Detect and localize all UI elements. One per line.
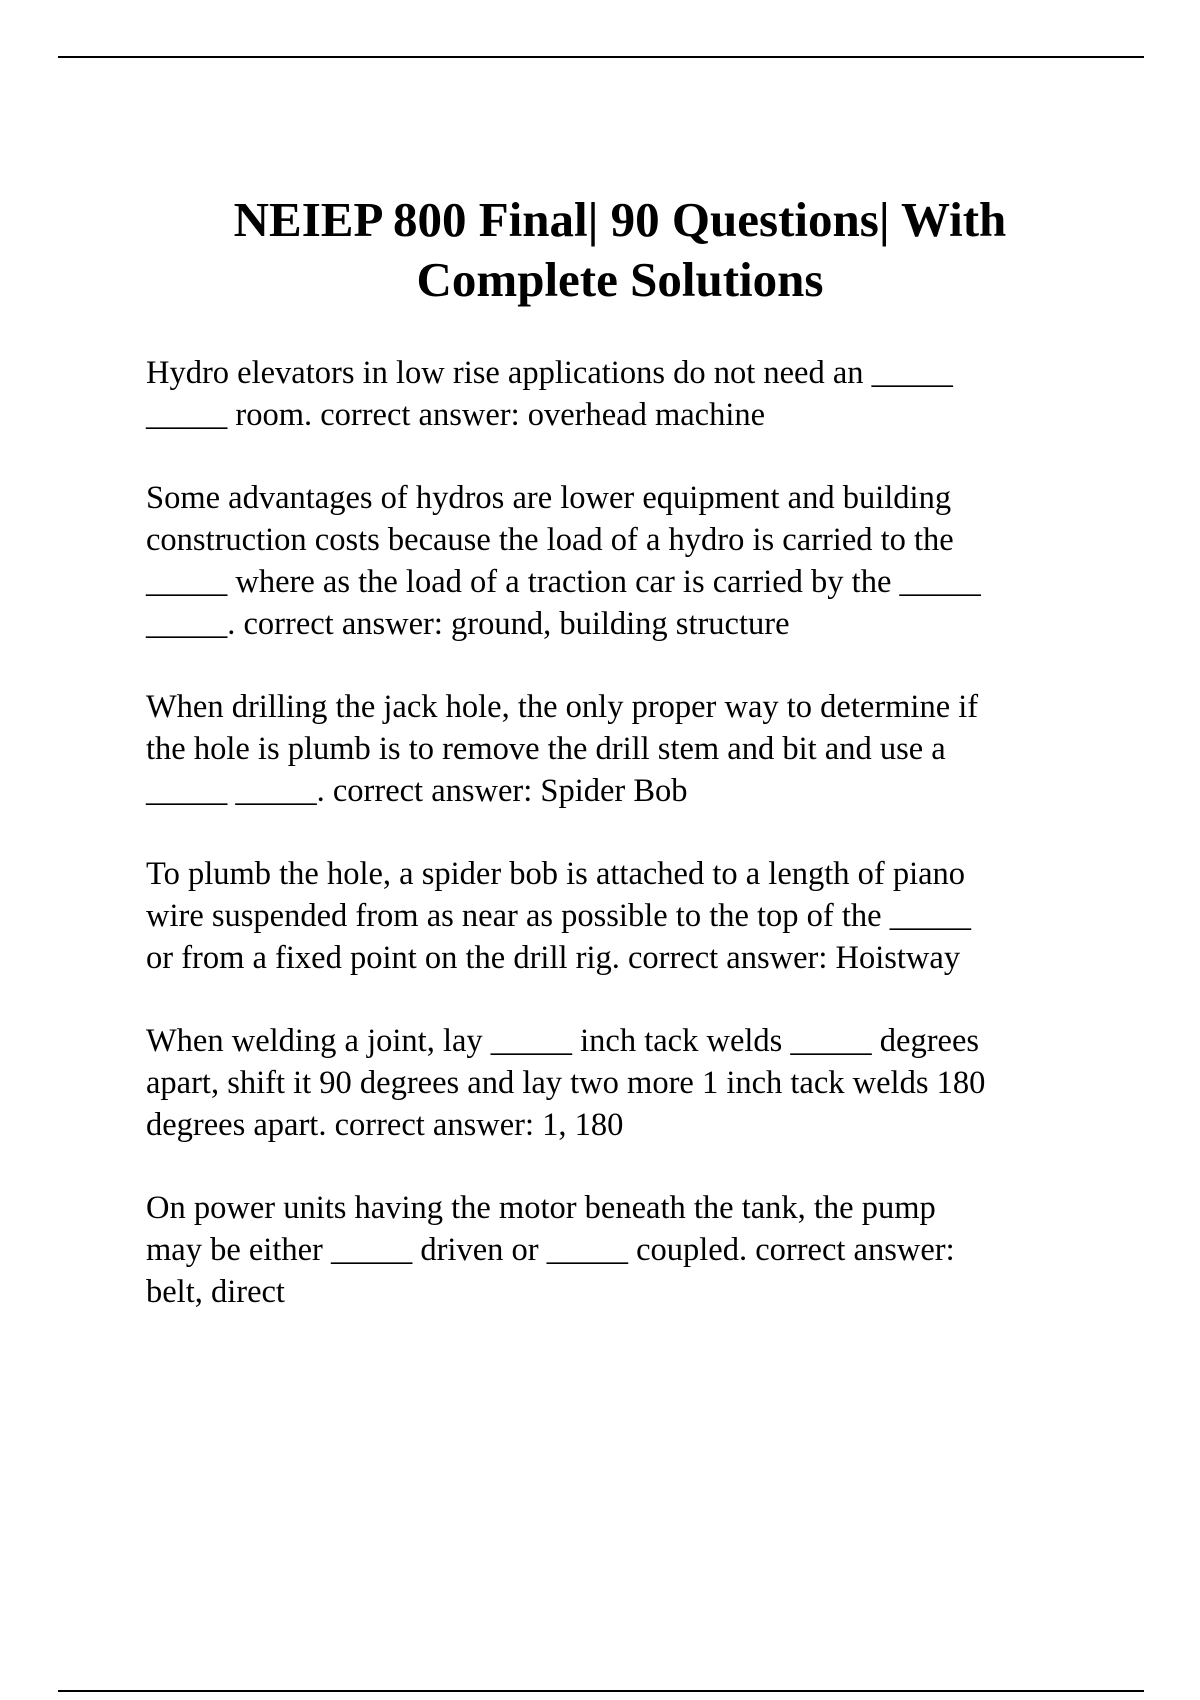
bottom-divider [58, 1690, 1144, 1692]
question-line: _____ where as the load of a traction car is carried by the _____ [146, 564, 981, 600]
question-line: Some advantages of hydros are lower equipment and building [146, 480, 952, 516]
question-line: apart, shift it 90 degrees and lay two more 1 inch tack welds 180 [146, 1065, 986, 1101]
question-line: When drilling the jack hole, the only proper way to determine if [146, 689, 979, 725]
title-line-2: Complete Solutions [416, 252, 824, 307]
question-line: the hole is plumb is to remove the drill stem and bit and use a [146, 731, 946, 767]
question-line: _____ room. correct answer: overhead machine [146, 397, 766, 433]
question-item-4 [146, 853, 1096, 979]
question-item-5 [146, 1020, 1096, 1146]
document-title [100, 190, 1140, 310]
question-line: construction costs because the load of a hydro is carried to the [146, 522, 954, 558]
question-line: _____. correct answer: ground, building structure [146, 606, 790, 642]
question-item-6 [146, 1187, 1096, 1313]
question-line: or from a fixed point on the drill rig. correct answer: Hoistway [146, 940, 961, 976]
question-line: Hydro elevators in low rise applications do not need an _____ [146, 355, 953, 391]
title-line-1: NEIEP 800 Final| 90 Questions| With [233, 192, 1007, 247]
question-line: _____ _____. correct answer: Spider Bob [146, 773, 688, 809]
question-item-2 [146, 477, 1096, 645]
question-line: degrees apart. correct answer: 1, 180 [146, 1107, 624, 1143]
question-line: On power units having the motor beneath the tank, the pump [146, 1190, 936, 1226]
top-divider [58, 56, 1144, 58]
question-list [146, 352, 1096, 1354]
question-line: belt, direct [146, 1274, 285, 1310]
question-line: may be either _____ driven or _____ coupled. correct answer: [146, 1232, 955, 1268]
question-line: When welding a joint, lay _____ inch tack welds _____ degrees [146, 1023, 980, 1059]
question-item-1 [146, 352, 1096, 436]
question-item-3 [146, 686, 1096, 812]
question-line: To plumb the hole, a spider bob is attached to a length of piano [146, 856, 966, 892]
question-line: wire suspended from as near as possible to the top of the _____ [146, 898, 971, 934]
